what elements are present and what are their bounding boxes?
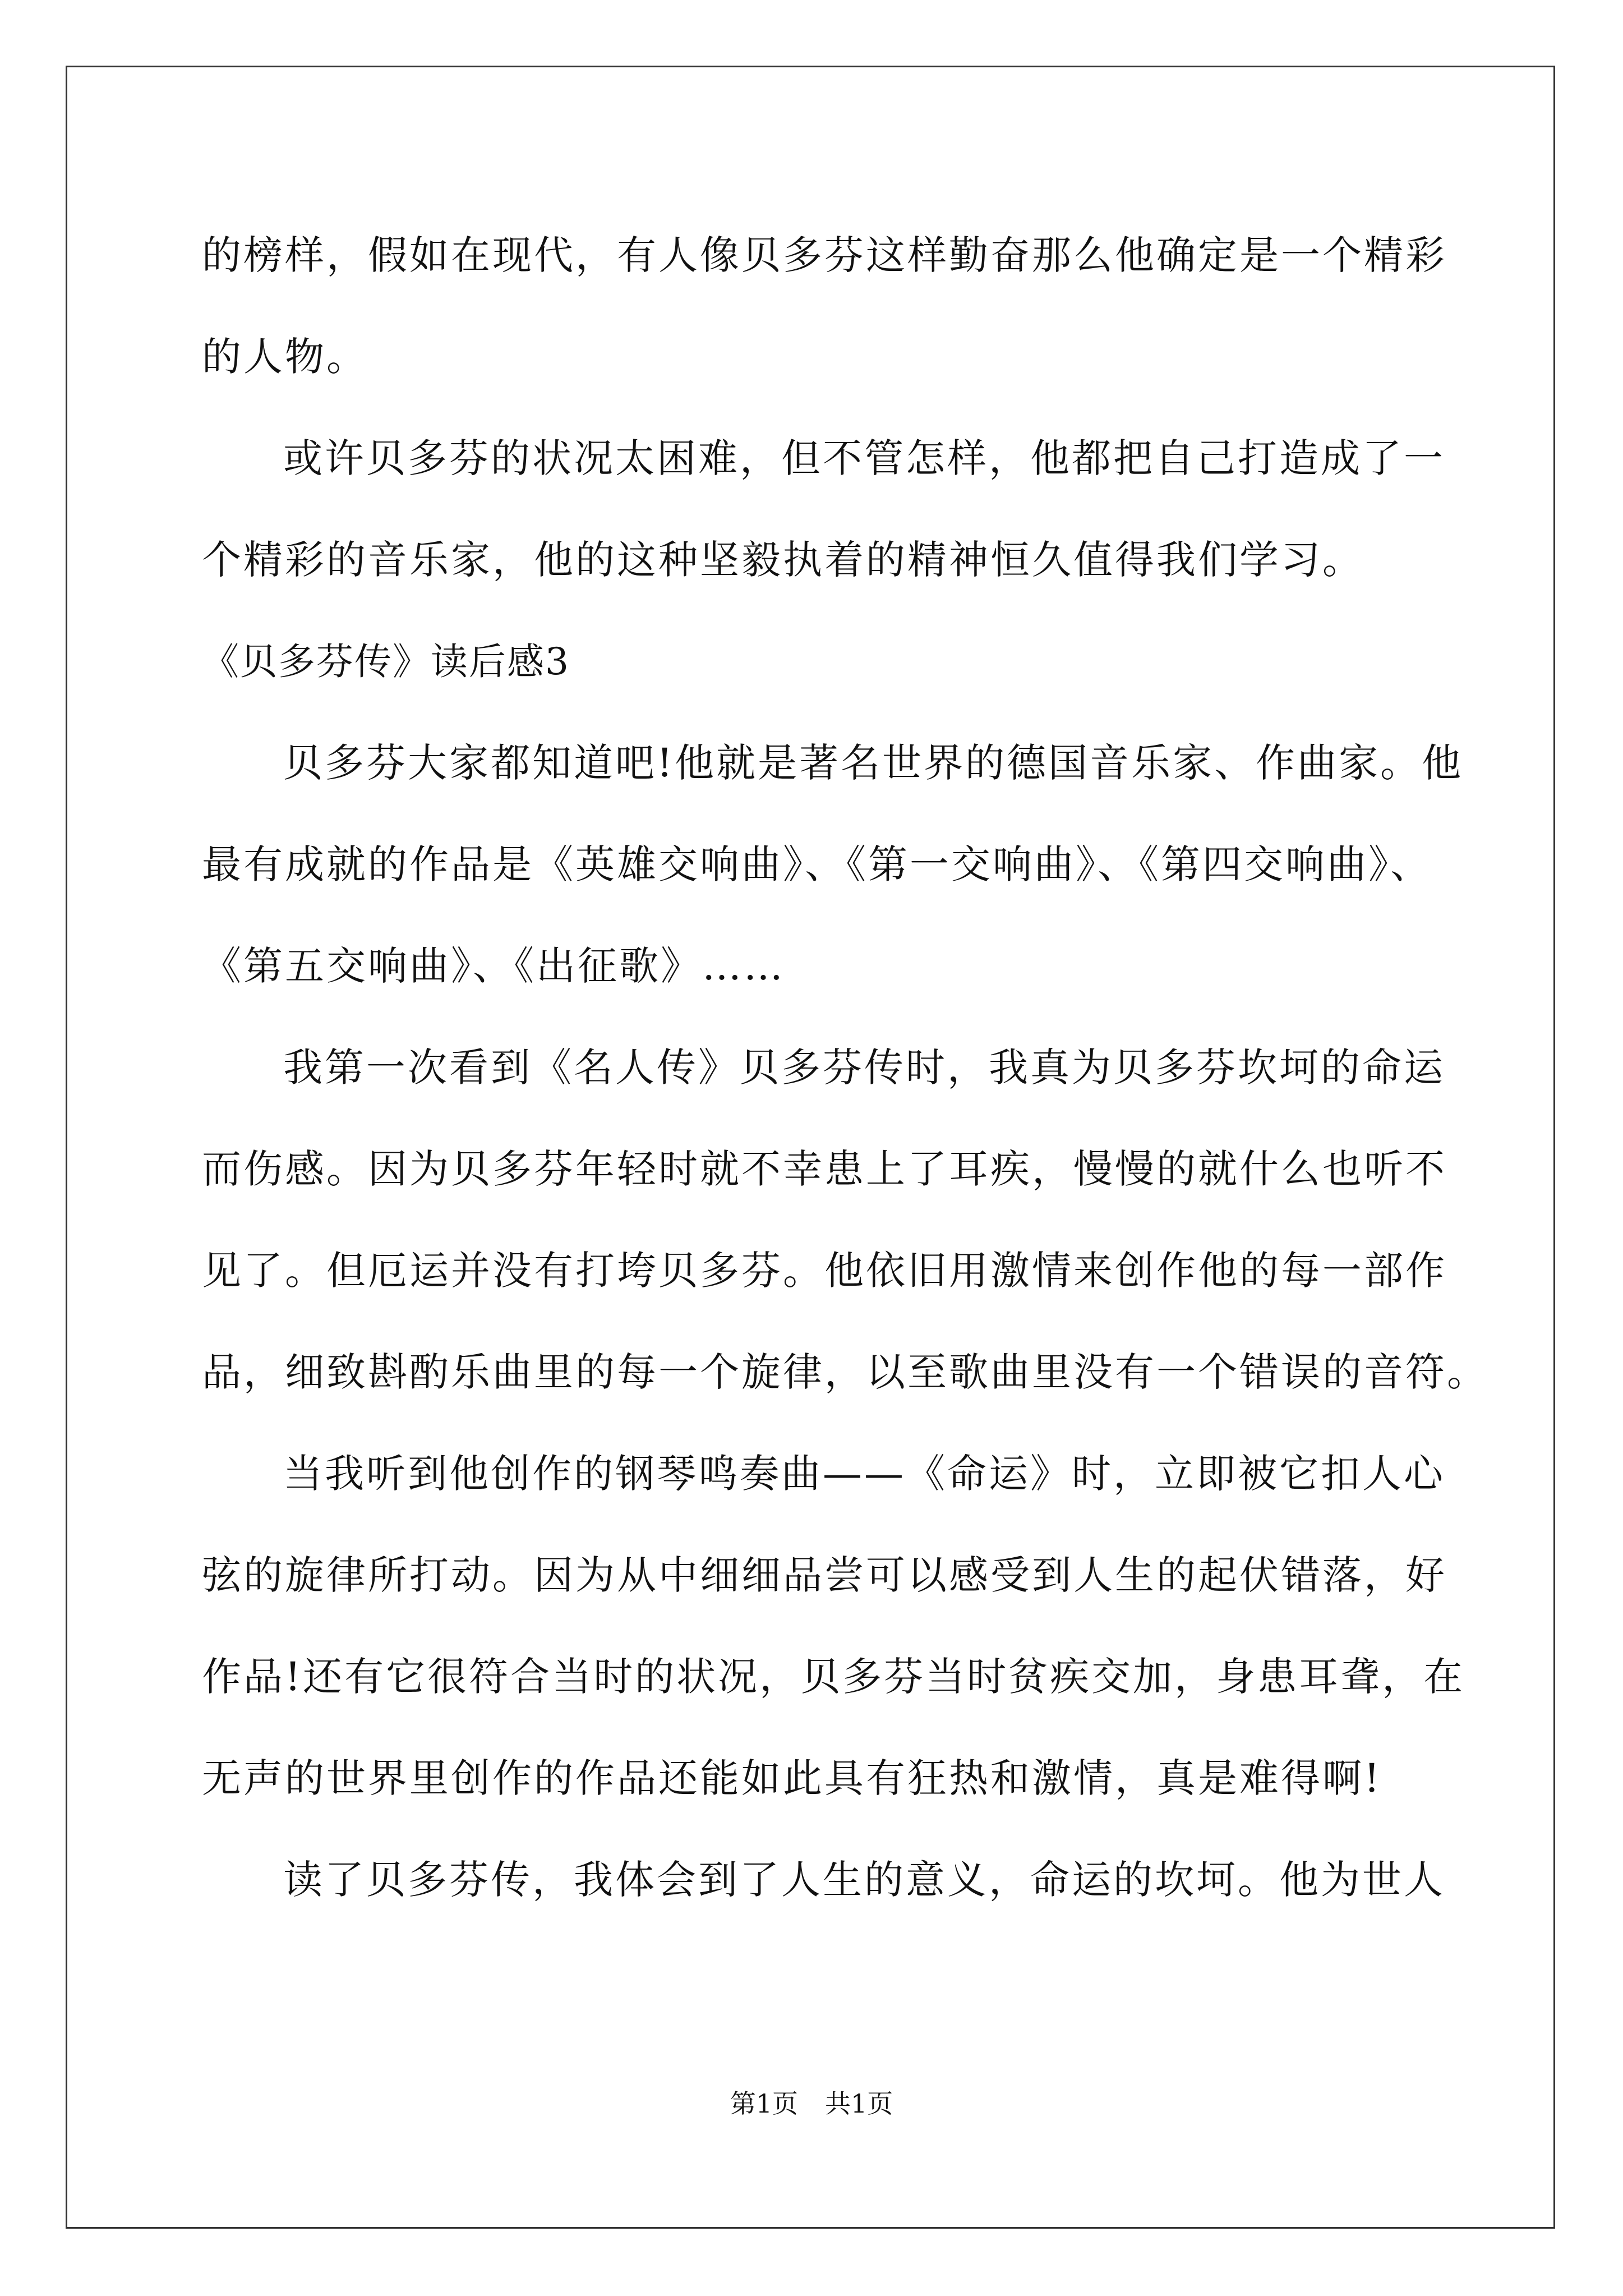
text-line: 见了。但厄运并没有打垮贝多芬。他依旧用激情来创作他的每一部作 bbox=[202, 1248, 1447, 1294]
text-line: 个精彩的音乐家，他的这种坚毅执着的精神恒久值得我们学习。 bbox=[202, 537, 1364, 583]
text-line: 的榜样，假如在现代，有人像贝多芬这样勤奋那么他确定是一个精彩 bbox=[202, 232, 1447, 278]
paragraph-start-line: 读了贝多芬传，我体会到了人生的意义，命运的坎坷。他为世人 bbox=[283, 1857, 1445, 1903]
text-line: 而伤感。因为贝多芬年轻时就不幸患上了耳疾，慢慢的就什么也听不 bbox=[202, 1146, 1447, 1192]
text-line: 作品!还有它很符合当时的状况，贝多芬当时贫疾交加，身患耳聋，在 bbox=[202, 1654, 1465, 1700]
section-heading: 《贝多芬传》读后感3 bbox=[202, 640, 570, 683]
document-body bbox=[202, 205, 1488, 1931]
page-number: 第1页 bbox=[730, 2088, 798, 2119]
text-line: 《第五交响曲》、《出征歌》…… bbox=[202, 943, 785, 989]
text-line: 弦的旋律所打动。因为从中细细品尝可以感受到人生的起伏错落，好 bbox=[202, 1552, 1447, 1598]
text-line: 无声的世界里创作的作品还能如此具有狂热和激情，真是难得啊! bbox=[202, 1755, 1382, 1801]
page-footer bbox=[0, 2087, 1623, 2120]
page-total: 共1页 bbox=[825, 2088, 893, 2119]
text-line: 最有成就的作品是《英雄交响曲》、《第一交响曲》、《第四交响曲》、 bbox=[202, 841, 1432, 887]
paragraph-start-line: 当我听到他创作的钢琴鸣奏曲——《命运》时，立即被它扣人心 bbox=[283, 1451, 1445, 1497]
text-line: 的人物。 bbox=[202, 334, 368, 380]
paragraph-start-line: 贝多芬大家都知道吧!他就是著名世界的德国音乐家、作曲家。他 bbox=[283, 740, 1464, 786]
text-line: 品，细致斟酌乐曲里的每一个旋律，以至歌曲里没有一个错误的音符。 bbox=[202, 1349, 1488, 1395]
paragraph-start-line: 我第一次看到《名人传》贝多芬传时，我真为贝多芬坎坷的命运 bbox=[283, 1045, 1445, 1091]
paragraph-start-line: 或许贝多芬的状况太困难，但不管怎样，他都把自己打造成了一 bbox=[283, 435, 1445, 481]
